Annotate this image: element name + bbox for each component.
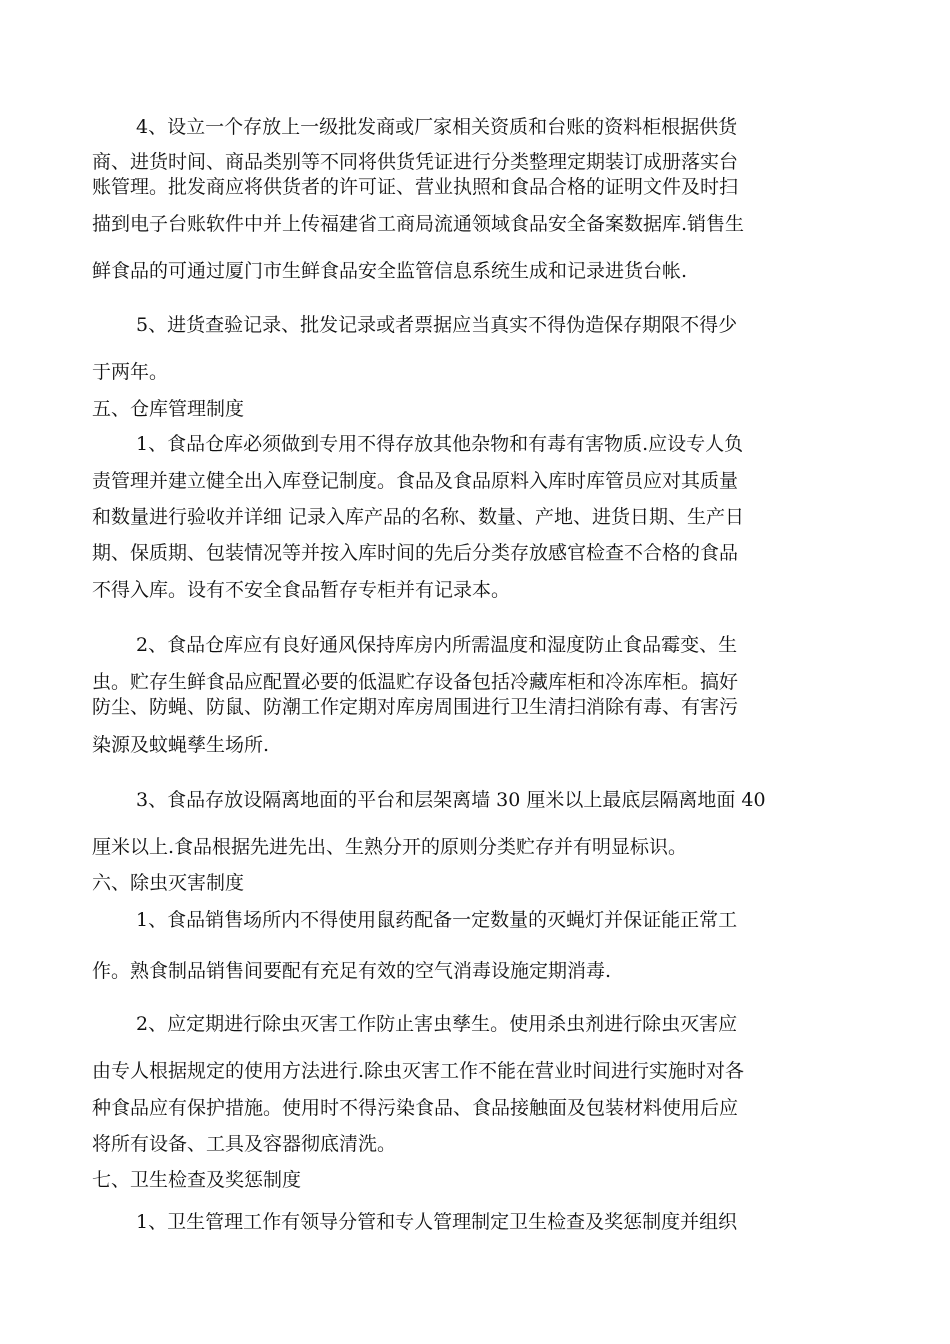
section-heading-warehouse: 五、仓库管理制度: [92, 398, 245, 420]
paragraph-4-line-3: 账管理。批发商应将供货者的许可证、营业执照和食品合格的证明文件及时扫: [92, 176, 739, 198]
warehouse-item-1-line-5: 不得入库。设有不安全食品暂存专柜并有记录本。: [92, 579, 511, 601]
warehouse-item-2-line-4: 染源及蚊蝇孳生场所.: [92, 734, 270, 756]
paragraph-4-line-1: 4、设立一个存放上一级批发商或厂家相关资质和台账的资料柜根据供货: [136, 116, 738, 138]
paragraph-4-line-4: 描到电子台账软件中并上传福建省工商局流通领域食品安全备案数据库.销售生: [92, 213, 745, 235]
warehouse-item-3-line-1: 3、食品存放设隔离地面的平台和层架离墙 30 厘米以上最底层隔离地面 40: [136, 789, 766, 811]
paragraph-5-line-1: 5、进货查验记录、批发记录或者票据应当真实不得伪造保存期限不得少: [136, 314, 738, 336]
section-heading-pest-control: 六、除虫灭害制度: [92, 872, 245, 894]
pest-item-2-line-2: 由专人根据规定的使用方法进行.除虫灭害工作不能在营业时间进行实施时对各: [92, 1060, 745, 1082]
warehouse-item-1-line-4: 期、保质期、包装情况等并按入库时间的先后分类存放感官检查不合格的食品: [92, 542, 739, 564]
warehouse-item-1-line-1: 1、食品仓库必须做到专用不得存放其他杂物和有毒有害物质.应设专人负: [136, 433, 744, 455]
warehouse-item-1-line-3: 和数量进行验收并详细 记录入库产品的名称、数量、产地、进货日期、生产日: [92, 506, 745, 528]
hygiene-item-1-line-1: 1、卫生管理工作有领导分管和专人管理制定卫生检查及奖惩制度并组织: [136, 1211, 738, 1233]
section-heading-hygiene-inspection: 七、卫生检查及奖惩制度: [92, 1169, 302, 1191]
warehouse-item-2-line-2: 虫。贮存生鲜食品应配置必要的低温贮存设备包括冷藏库柜和冷冻库柜。搞好: [92, 671, 739, 693]
pest-item-2-line-3: 种食品应有保护措施。使用时不得污染食品、食品接触面及包装材料使用后应: [92, 1097, 739, 1119]
paragraph-5-line-2: 于两年。: [92, 361, 169, 383]
pest-item-2-line-1: 2、应定期进行除虫灭害工作防止害虫孳生。使用杀虫剂进行除虫灭害应: [136, 1013, 738, 1035]
pest-item-2-line-4: 将所有设备、工具及容器彻底清洗。: [92, 1133, 397, 1155]
paragraph-4-line-5: 鲜食品的可通过厦门市生鲜食品安全监管信息系统生成和记录进货台帐.: [92, 260, 688, 282]
warehouse-item-2-line-3: 防尘、防蝇、防鼠、防潮工作定期对库房周围进行卫生清扫消除有毒、有害污: [92, 696, 739, 718]
warehouse-item-1-line-2: 责管理并建立健全出入库登记制度。食品及食品原料入库时库管员应对其质量: [92, 470, 739, 492]
warehouse-item-3-line-2: 厘米以上.食品根据先进先出、生熟分开的原则分类贮存并有明显标识。: [92, 836, 688, 858]
paragraph-4-line-2: 商、进货时间、商品类别等不同将供货凭证进行分类整理定期装订成册落实台: [92, 151, 739, 173]
pest-item-1-line-1: 1、食品销售场所内不得使用鼠药配备一定数量的灭蝇灯并保证能正常工: [136, 909, 738, 931]
pest-item-1-line-2: 作。熟食制品销售间要配有充足有效的空气消毒设施定期消毒.: [92, 960, 612, 982]
warehouse-item-2-line-1: 2、食品仓库应有良好通风保持库房内所需温度和湿度防止食品霉变、生: [136, 634, 738, 656]
